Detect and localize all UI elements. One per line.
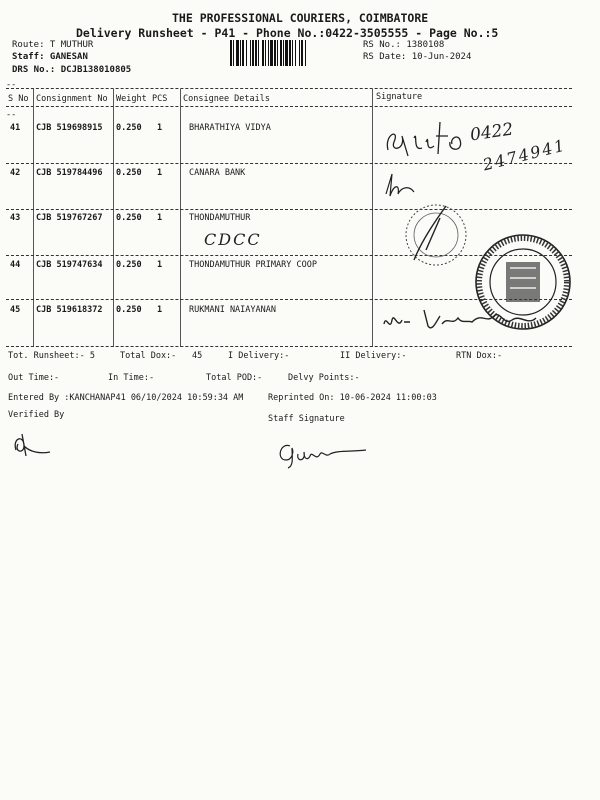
row-consignment: CJB 519698915 <box>36 123 103 133</box>
row-weight: 0.250 <box>116 260 142 270</box>
row-sno: 45 <box>10 305 21 315</box>
delvy-points: Delvy Points:- <box>288 373 360 383</box>
row-sno: 41 <box>10 123 21 133</box>
entered-by: Entered By :KANCHANAP41 06/10/2024 10:59:34 AM <box>8 393 244 403</box>
row-sno: 43 <box>10 213 21 223</box>
col-consignment: Consignment No <box>36 94 108 104</box>
barcode-bar <box>265 40 266 66</box>
barcode-bar <box>240 40 241 66</box>
row-consignment: CJB 519747634 <box>36 260 103 270</box>
barcode-bar <box>233 40 234 66</box>
rs-number: RS No.: 1380108 <box>363 40 445 50</box>
row-consignment: CJB 519784496 <box>36 168 103 178</box>
signature-row-45 <box>378 302 558 342</box>
barcode-bar <box>274 40 276 66</box>
rs-date: RS Date: 10-Jun-2024 <box>363 52 472 62</box>
barcode-bar <box>283 40 284 66</box>
staff-signature-label: Staff Signature <box>268 414 345 424</box>
barcode-bar <box>305 40 306 66</box>
total-dox-value: 45 <box>192 351 203 361</box>
staff-label: Staff: GANESAN <box>12 52 88 62</box>
barcode-bar <box>289 40 291 66</box>
barcode-bar <box>292 40 293 66</box>
barcode-bar <box>301 40 303 66</box>
runsheet-subtitle: Delivery Runsheet - P41 - Phone No.:0422-3505555 - Page No.:5 <box>76 26 499 40</box>
row-consignee: THONDAMUTHUR PRIMARY COOP <box>189 260 317 270</box>
row-weight: 0.250 <box>116 213 142 223</box>
row-divider <box>6 209 572 210</box>
barcode-bar <box>277 40 278 66</box>
barcode-bar <box>280 40 282 66</box>
col-divider <box>33 89 34 347</box>
signature-row-42 <box>382 172 422 198</box>
row-pcs: 1 <box>157 168 163 178</box>
barcode <box>230 40 352 66</box>
col-consignee: Consignee Details <box>183 94 270 104</box>
row-consignee: BHARATHIYA VIDYA <box>189 123 271 133</box>
out-time: Out Time:- <box>8 373 60 383</box>
barcode-bar <box>258 40 259 66</box>
route-label: Route: T MUTHUR <box>12 40 94 50</box>
row-pcs: 1 <box>157 305 163 315</box>
header-marker: -- <box>6 110 17 120</box>
barcode-bar <box>270 40 273 66</box>
row-consignment: CJB 519767267 <box>36 213 103 223</box>
barcode-bar <box>255 40 257 66</box>
row-consignee: RUKMANI NAIAYANAN <box>189 305 276 315</box>
stamp-row-43 <box>396 200 476 270</box>
row-pcs: 1 <box>157 260 163 270</box>
rtn-dox: RTN Dox:- <box>456 351 503 361</box>
barcode-bar <box>250 40 251 66</box>
barcode-bar <box>236 40 239 66</box>
col-pcs: PCS <box>152 94 168 104</box>
barcode-bar <box>285 40 288 66</box>
barcode-bar <box>295 40 296 66</box>
row-weight: 0.250 <box>116 168 142 178</box>
row-consignee: CANARA BANK <box>189 168 246 178</box>
row-consignee: THONDAMUTHUR <box>189 213 251 223</box>
tot-runsheet: Tot. Runsheet:- 5 <box>8 351 95 361</box>
row-sno: 42 <box>10 168 21 178</box>
barcode-bar <box>299 40 300 66</box>
total-pod: Total POD:- <box>206 373 263 383</box>
top-marker: -- <box>6 80 17 90</box>
i-delivery: I Delivery:- <box>228 351 290 361</box>
col-divider <box>372 89 373 347</box>
barcode-bar <box>262 40 264 66</box>
verified-by-signature <box>10 430 54 460</box>
barcode-bar <box>252 40 254 66</box>
barcode-bar <box>246 40 247 66</box>
handwritten-phone-2: 2474941 <box>480 135 569 175</box>
in-time: In Time:- <box>108 373 155 383</box>
barcode-bar <box>242 40 244 66</box>
barcode-bar <box>268 40 269 66</box>
reprinted-on: Reprinted On: 10-06-2024 11:00:03 <box>268 393 437 403</box>
row-weight: 0.250 <box>116 123 142 133</box>
drs-number: DRS No.: DCJB138010805 <box>12 65 132 75</box>
barcode-bar <box>230 40 232 66</box>
company-title: THE PROFESSIONAL COURIERS, COIMBATORE <box>172 11 429 25</box>
header-top-rule <box>6 88 572 89</box>
col-divider <box>180 89 181 347</box>
staff-signature <box>272 436 372 470</box>
row-pcs: 1 <box>157 213 163 223</box>
table-bottom-rule <box>6 346 572 347</box>
row-weight: 0.250 <box>116 305 142 315</box>
ii-delivery: II Delivery:- <box>340 351 407 361</box>
row-consignment: CJB 519618372 <box>36 305 103 315</box>
col-divider <box>113 89 114 347</box>
verified-by: Verified By <box>8 410 65 420</box>
signature-row-41 <box>378 112 573 175</box>
row-sno: 44 <box>10 260 21 270</box>
header-bottom-rule <box>6 106 572 107</box>
total-dox-label: Total Dox:- <box>120 351 177 361</box>
col-weight: Weight <box>116 94 147 104</box>
row-pcs: 1 <box>157 123 163 133</box>
col-signature: Signature <box>376 92 423 102</box>
handwritten-phone-1: 0422 <box>468 119 515 146</box>
col-sno: S No <box>8 94 29 104</box>
handwritten-note: CDCC <box>204 230 262 249</box>
